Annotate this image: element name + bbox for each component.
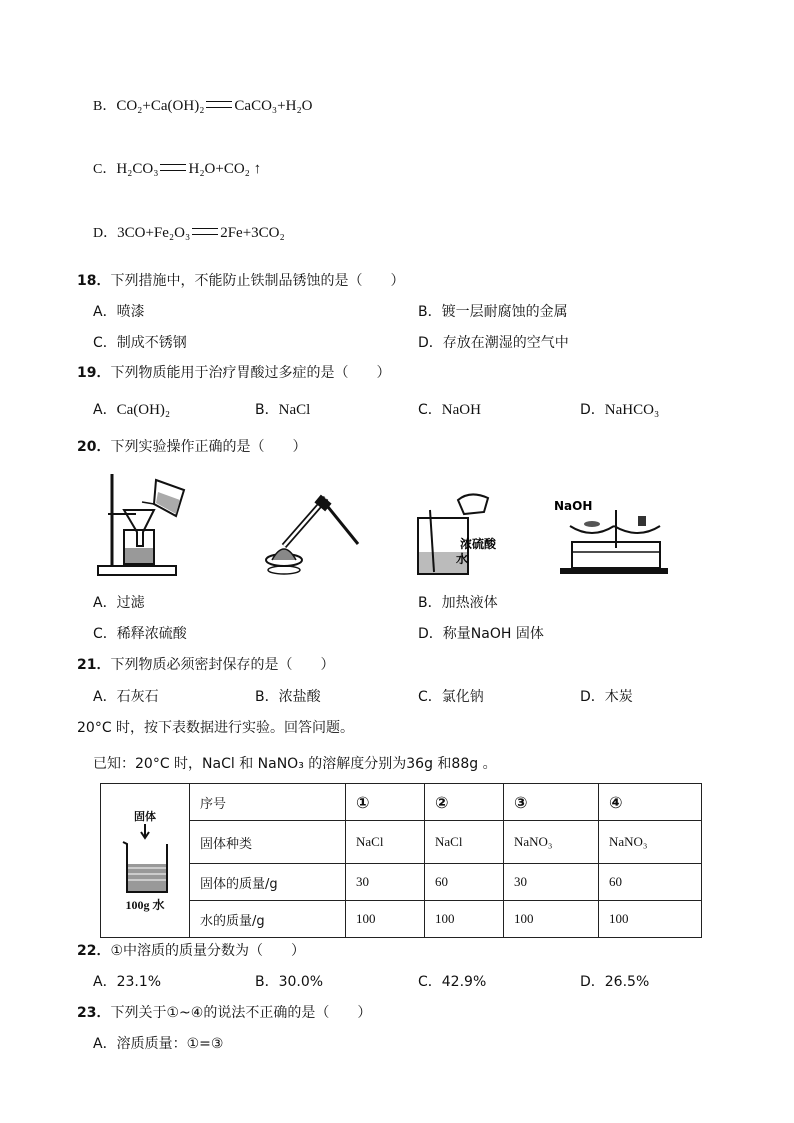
q22-option-a[interactable]: A．23.1% [93,974,162,990]
table-cell: 60 [425,864,504,901]
question-number: 21． [77,657,111,673]
table-cell: NaCl [425,821,504,864]
question-number: 19． [77,365,111,381]
table-row [101,821,702,864]
option-label: A． [93,402,117,418]
q21-option-b[interactable]: B．浓盐酸 [255,689,321,705]
option-label: C． [93,162,117,177]
option-value: NaHCO₃ [604,402,660,418]
beaker-icon [115,824,175,896]
question-number: 23． [77,1005,111,1021]
question-text: 下列物质能用于治疗胃酸过多症的是（ ） [110,365,391,381]
q19-stem [77,362,390,382]
table-cell: ③ [504,784,599,821]
q18-stem [77,270,404,290]
q20-option-d[interactable]: D．称量NaOH 固体 [418,626,544,642]
question-text: 下列措施中，不能防止铁制品锈蚀的是（ ） [110,273,405,289]
q20-option-a[interactable]: A．过滤 [93,595,145,611]
table-cell: ① [346,784,425,821]
equals-sign [160,164,186,171]
beaker-illustration [101,808,189,913]
table-cell: 60 [599,864,702,901]
equation-right: H₂O+CO₂ ↑ [188,161,262,177]
experiment-table [100,783,702,938]
question-number: 18． [77,273,111,289]
option-value: Ca(OH)₂ [116,402,171,418]
heating-liquid-image [262,488,362,576]
option-label: B． [93,99,117,114]
q21-option-a[interactable]: A．石灰石 [93,689,159,705]
q22-stem [77,940,305,960]
table-cell: NaNO₃ [504,821,599,864]
section-intro: 20°C 时，按下表数据进行实验。回答问题。 [77,720,355,736]
q21-option-d[interactable]: D．木炭 [580,689,633,705]
question-number: 20． [77,439,111,455]
beaker-solid-label: 固体 [134,810,156,823]
table-row-header: 固体的质量/g [190,864,346,901]
table-cell: 100 [504,901,599,938]
q17-option-d [93,222,285,242]
q19-option-a[interactable] [93,399,170,419]
q18-option-c[interactable]: C．制成不锈钢 [93,335,187,351]
option-value: NaOH [441,402,481,418]
beaker-water-label: 100g 水 [125,898,165,912]
table-row [101,901,702,938]
q21-option-c[interactable]: C．氯化钠 [418,689,484,705]
option-value: NaCl [278,402,311,418]
q22-option-b[interactable]: B．30.0% [255,974,324,990]
question-number: 22． [77,943,111,959]
diluting-acid-image [408,490,506,578]
table-cell: 100 [425,901,504,938]
table-cell: 100 [346,901,425,938]
q23-option-a[interactable]: A．溶质质量：①=③ [93,1036,224,1052]
question-text: ①中溶质的质量分数为（ ） [110,943,306,959]
equation-left: H₂CO₃ [116,161,159,177]
q18-option-a[interactable]: A．喷漆 [93,304,145,320]
option-label: D． [580,402,605,418]
balance-scale-image [552,496,668,578]
q20-option-b[interactable]: B．加热液体 [418,595,498,611]
q19-option-d[interactable] [580,399,659,419]
conc-acid-label: 浓硫酸 [460,537,497,551]
table-cell: ④ [599,784,702,821]
q18-option-b[interactable]: B．镀一层耐腐蚀的金属 [418,304,568,320]
q22-option-c[interactable]: C．42.9% [418,974,487,990]
q23-stem [77,1002,371,1022]
q19-option-b[interactable] [255,399,310,419]
q18-option-d[interactable]: D．存放在潮湿的空气中 [418,335,569,351]
filtration-apparatus-image [96,470,192,578]
table-row-header: 固体种类 [190,821,346,864]
table-row [101,784,702,821]
naoh-label: NaOH [554,499,593,513]
q17-option-c [93,158,261,178]
q17-option-b [93,95,313,115]
q20-stem [77,436,306,456]
equation-left: CO₂+Ca(OH)₂ [116,98,205,114]
table-cell: NaCl [346,821,425,864]
option-label: B． [255,402,279,418]
option-label: C． [418,402,442,418]
table-row [101,864,702,901]
option-label: D． [93,226,118,241]
q19-option-c[interactable] [418,399,481,419]
q21-stem [77,654,334,674]
table-cell: 30 [346,864,425,901]
table-row-header: 水的质量/g [190,901,346,938]
table-cell: ② [425,784,504,821]
known-info: 已知：20°C 时，NaCl 和 NaNO₃ 的溶解度分别为36g 和88g 。 [93,756,497,772]
equals-sign [192,228,218,235]
table-row-header: 序号 [190,784,346,821]
question-text: 下列物质必须密封保存的是（ ） [110,657,335,673]
table-cell: 30 [504,864,599,901]
table-cell: 100 [599,901,702,938]
q22-option-d[interactable]: D．26.5% [580,974,650,990]
equation-left: 3CO+Fe₂O₃ [117,225,191,241]
q20-option-c[interactable]: C．稀释浓硫酸 [93,626,187,642]
equals-sign [206,101,232,108]
beaker-illustration-cell [101,784,190,938]
water-label: 水 [456,552,469,566]
table-cell: NaNO₃ [599,821,702,864]
question-text: 下列实验操作正确的是（ ） [110,439,307,455]
equation-right: CaCO₃+H₂O [234,98,313,114]
question-text: 下列关于①~④的说法不正确的是（ ） [110,1005,372,1021]
equation-right: 2Fe+3CO₂ [220,225,285,241]
